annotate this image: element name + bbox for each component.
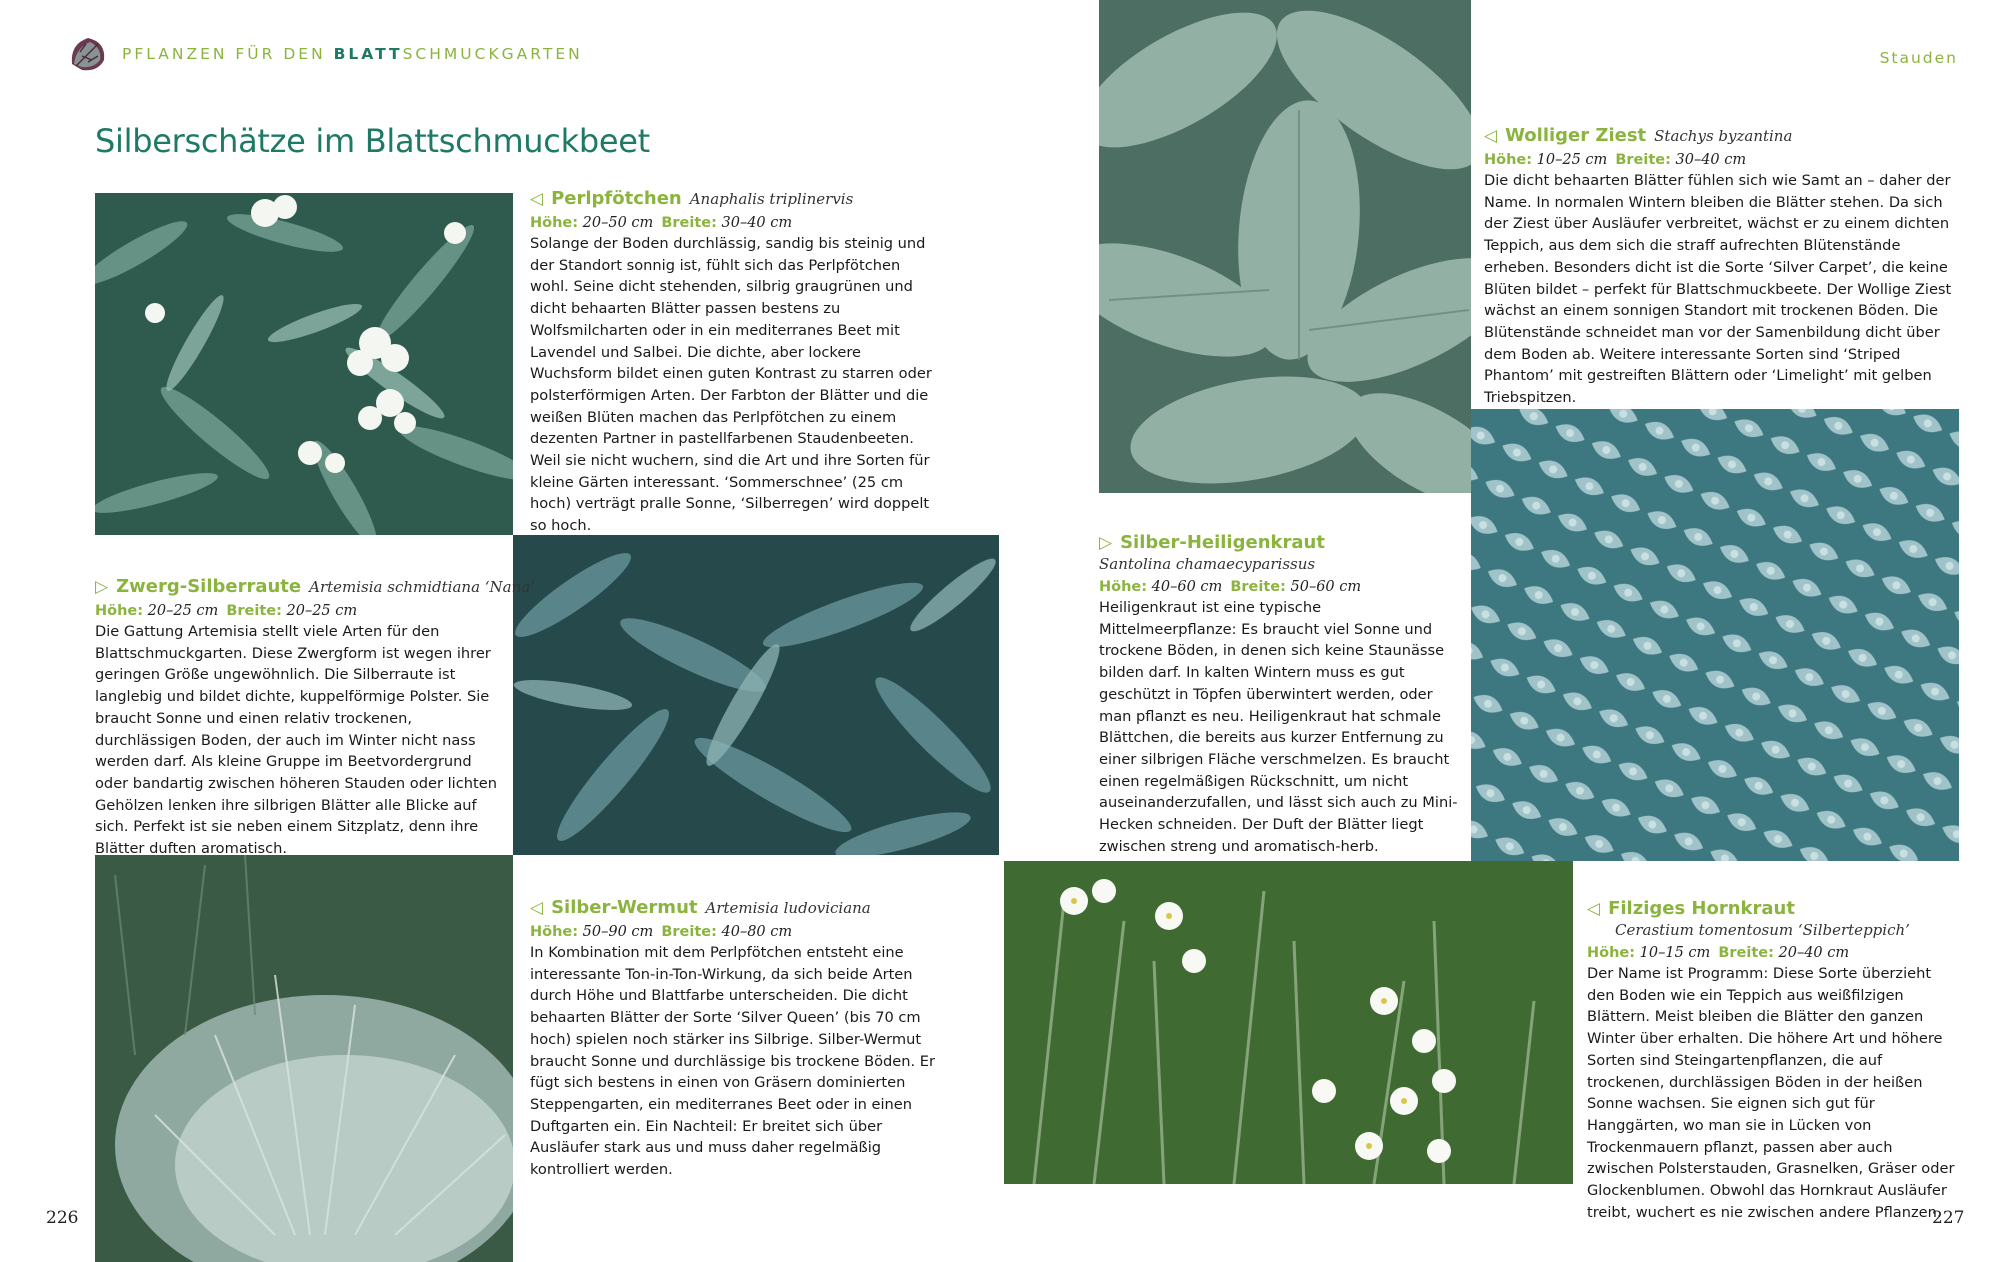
entry-botanical: Cerastium tomentosum ‘Silberteppich’ <box>1615 921 1910 939</box>
entry-text: Heiligenkraut ist eine typische Mittelmeerpflanze: Es braucht viel Sonne und trockene Böden, in denen sich keine Staunässe bilden darf. In kalten Wintern muss es gut geschützt in Töpfen überwintert werden, oder man pflanzt es neu. Heiligenkraut hat schmale Blättchen, die bereits aus kurzer Entfernung zu einer silbrigen Fläche verschmelzen. Es braucht einen regelmäßigen Rückschnitt, um nicht auseinanderzufallen, und lässt sich auch zu Mini-Hecken schneiden. Der Duft der Blätter liegt zwischen streng und aromatisch-herb. <box>1099 599 1458 855</box>
running-suffix: SCHMUCKGARTEN <box>402 45 583 63</box>
width-label: Breite: <box>1615 152 1671 168</box>
width-value: 20–25 cm <box>286 603 358 619</box>
entry-name: Silber-Heiligenkraut <box>1120 532 1325 553</box>
entry-text: Die dicht behaarten Blätter fühlen sich wie Samt an – daher der Name. In normalen Wintern bleiben die Blätter stehen. Da sich der Ziest über Ausläufer verbreitet, wächst er zu einem dichten Teppich, aus dem sich die straff aufrechten Blütenstände erheben. Besonders dicht ist die Sorte ‘Silver Carpet’, die keine Blüten bildet – perfekt für Blattschmuckbeete. Der Wollige Ziest wächst an einem sonnigen Standort mit trockenen Böden. Die Blütenstände schneidet man vor der Samenbildung dicht über dem Boden ab. Weitere interessante Sorten sind ‘Striped Phantom’ mit gestreiften Blättern oder ‘Limelight’ mit gelben Triebspitzen. <box>1484 172 1952 407</box>
entry-filziges-hornkraut <box>1587 898 1957 1223</box>
height-value: 40–60 cm <box>1151 579 1223 595</box>
entry-text: Der Name ist Programm: Diese Sorte überzieht den Boden wie ein Teppich aus weißfilzigen Blättern. Meist bleiben die Blätter den ganzen Winter über erhalten. Die höhere Art und höhere Sorten sind Steingartenpflanzen, die auf trockenen, durchlässigen Böden in der heißen Sonne wachsen. Sie eignen sich gut für Hanggärten, wo man sie in Lücken von Trockenmauern pflanzt, passen aber auch zwischen Polsterstauden, Grasnelken, Gräser oder Glockenblumen. Obwohl das Hornkraut Ausläufer treibt, wuchert es nie zwischen andere Pflanzen. <box>1587 965 1955 1221</box>
height-value: 10–15 cm <box>1639 945 1711 961</box>
height-value: 50–90 cm <box>582 924 654 940</box>
entry-dimensions <box>1099 579 1459 595</box>
height-value: 20–50 cm <box>582 215 654 231</box>
photo-hornkraut <box>1004 861 1573 1184</box>
width-label: Breite: <box>1230 579 1286 595</box>
entry-botanical: Artemisia schmidtiana ‘Nana’ <box>309 578 535 596</box>
page-title: Silberschätze im Blattschmuckbeet <box>95 122 650 160</box>
photo-heiligenkraut <box>1471 409 1959 861</box>
entry-botanical: Stachys byzantina <box>1654 127 1793 145</box>
entry-botanical: Santolina chamaecyparissus <box>1099 555 1316 573</box>
entry-name: Silber-Wermut <box>551 897 698 918</box>
height-label: Höhe: <box>530 215 579 231</box>
entry-silber-heiligenkraut <box>1099 532 1459 857</box>
running-header <box>68 34 583 74</box>
width-value: 50–60 cm <box>1290 579 1362 595</box>
entry-dimensions <box>530 215 940 231</box>
height-label: Höhe: <box>95 603 144 619</box>
entry-text: Die Gattung Artemisia stellt viele Arten für den Blattschmuckgarten. Diese Zwergform ist wegen ihrer geringen Größe ungewöhnlich. Die Silberraute ist langlebig und bildet dichte, kuppelförmige Polster. Sie braucht Sonne und einen relativ trockenen, durchlässigen Boden, der auch im Winter nicht nass werden darf. Als kleine Gruppe im Beetvordergrund oder bandartig zwischen höheren Stauden oder lichten Gehölzen lenken ihre silbrigen Blätter alle Blicke auf sich. Perfekt ist sie neben einem Sitzplatz, denn ihre Blätter duften aromatisch. <box>95 623 497 858</box>
section-label: Stauden <box>1879 49 1958 67</box>
entry-name: Zwerg-Silberraute <box>116 576 302 597</box>
running-prefix: PFLANZEN FÜR DEN <box>122 45 334 63</box>
photo-silberraute <box>513 535 999 855</box>
entry-dimensions <box>95 603 505 619</box>
entry-dimensions <box>1587 945 1957 961</box>
entry-text: In Kombination mit dem Perlpfötchen entsteht eine interessante Ton-in-Ton-Wirkung, da sich beide Arten durch Höhe und Blattfarbe unterscheiden. Die dicht behaarten Blätter der Sorte ‘Silver Queen’ (bis 70 cm hoch) spielen noch stärker ins Silbrige. Silber-Wermut braucht Sonne und durchlässige bis trockene Böden. Er fügt sich bestens in einen von Gräsern dominierten Steppengarten, ein mediterranes Beet oder in einen Duftgarten ein. Ein Nachteil: Er breitet sich über Ausläufer stark aus und muss daher regelmäßig kontrolliert werden. <box>530 944 936 1179</box>
arrow-left-icon: ◁ <box>1587 899 1601 919</box>
entry-wolliger-ziest <box>1484 125 1954 409</box>
entry-perlpfoetchen <box>530 188 940 537</box>
photo-perlpfoetchen <box>95 193 513 535</box>
width-value: 40–80 cm <box>721 924 793 940</box>
photo-wolliger-ziest <box>1099 0 1471 493</box>
photo-silber-wermut <box>95 855 513 1262</box>
entry-botanical: Anaphalis triplinervis <box>689 190 854 208</box>
width-label: Breite: <box>226 603 282 619</box>
arrow-left-icon: ◁ <box>530 189 544 209</box>
width-label: Breite: <box>661 215 717 231</box>
leaf-icon <box>68 34 108 74</box>
entry-silber-wermut <box>530 897 940 1181</box>
running-bold: BLATT <box>333 45 403 63</box>
page-number-right: 227 <box>1932 1208 1965 1228</box>
width-label: Breite: <box>1718 945 1774 961</box>
width-label: Breite: <box>661 924 717 940</box>
arrow-right-icon: ▷ <box>95 577 109 597</box>
arrow-right-icon: ▷ <box>1099 533 1113 553</box>
entry-botanical: Artemisia ludoviciana <box>705 899 871 917</box>
entry-dimensions <box>1484 152 1954 168</box>
entry-text: Solange der Boden durchlässig, sandig bis steinig und der Standort sonnig ist, fühlt sich das Perlpfötchen wohl. Seine dicht stehenden, silbrig graugrünen und dicht behaarten Blätter passen bestens zu Wolfsmilcharten oder in ein mediterranes Beet mit Lavendel und Salbei. Die dichte, aber lockere Wuchsform bildet einen guten Kontrast zu starren oder polsterförmigen Arten. Der Farbton der Blätter und die weißen Blüten machen das Perlpfötchen zu einem dezenten Partner in pastellfarbenen Staudenbeeten. Weil sie nicht wuchern, sind die Art und ihre Sorten für kleine Gärten interessant. ‘Sommerschnee’ (25 cm hoch) verträgt pralle Sonne, ‘Silberregen’ wird doppelt so hoch. <box>530 235 932 535</box>
height-label: Höhe: <box>1587 945 1636 961</box>
running-title <box>122 45 583 63</box>
height-value: 10–25 cm <box>1536 152 1608 168</box>
entry-name: Filziges Hornkraut <box>1608 898 1795 919</box>
height-label: Höhe: <box>530 924 579 940</box>
arrow-left-icon: ◁ <box>1484 126 1498 146</box>
width-value: 20–40 cm <box>1778 945 1850 961</box>
height-label: Höhe: <box>1484 152 1533 168</box>
entry-zwerg-silberraute <box>95 576 535 860</box>
height-label: Höhe: <box>1099 579 1148 595</box>
width-value: 30–40 cm <box>721 215 793 231</box>
height-value: 20–25 cm <box>147 603 219 619</box>
page-number-left: 226 <box>46 1208 79 1228</box>
entry-name: Perlpfötchen <box>551 188 682 209</box>
entry-name: Wolliger Ziest <box>1505 125 1647 146</box>
width-value: 30–40 cm <box>1675 152 1747 168</box>
arrow-left-icon: ◁ <box>530 898 544 918</box>
entry-dimensions <box>530 924 940 940</box>
